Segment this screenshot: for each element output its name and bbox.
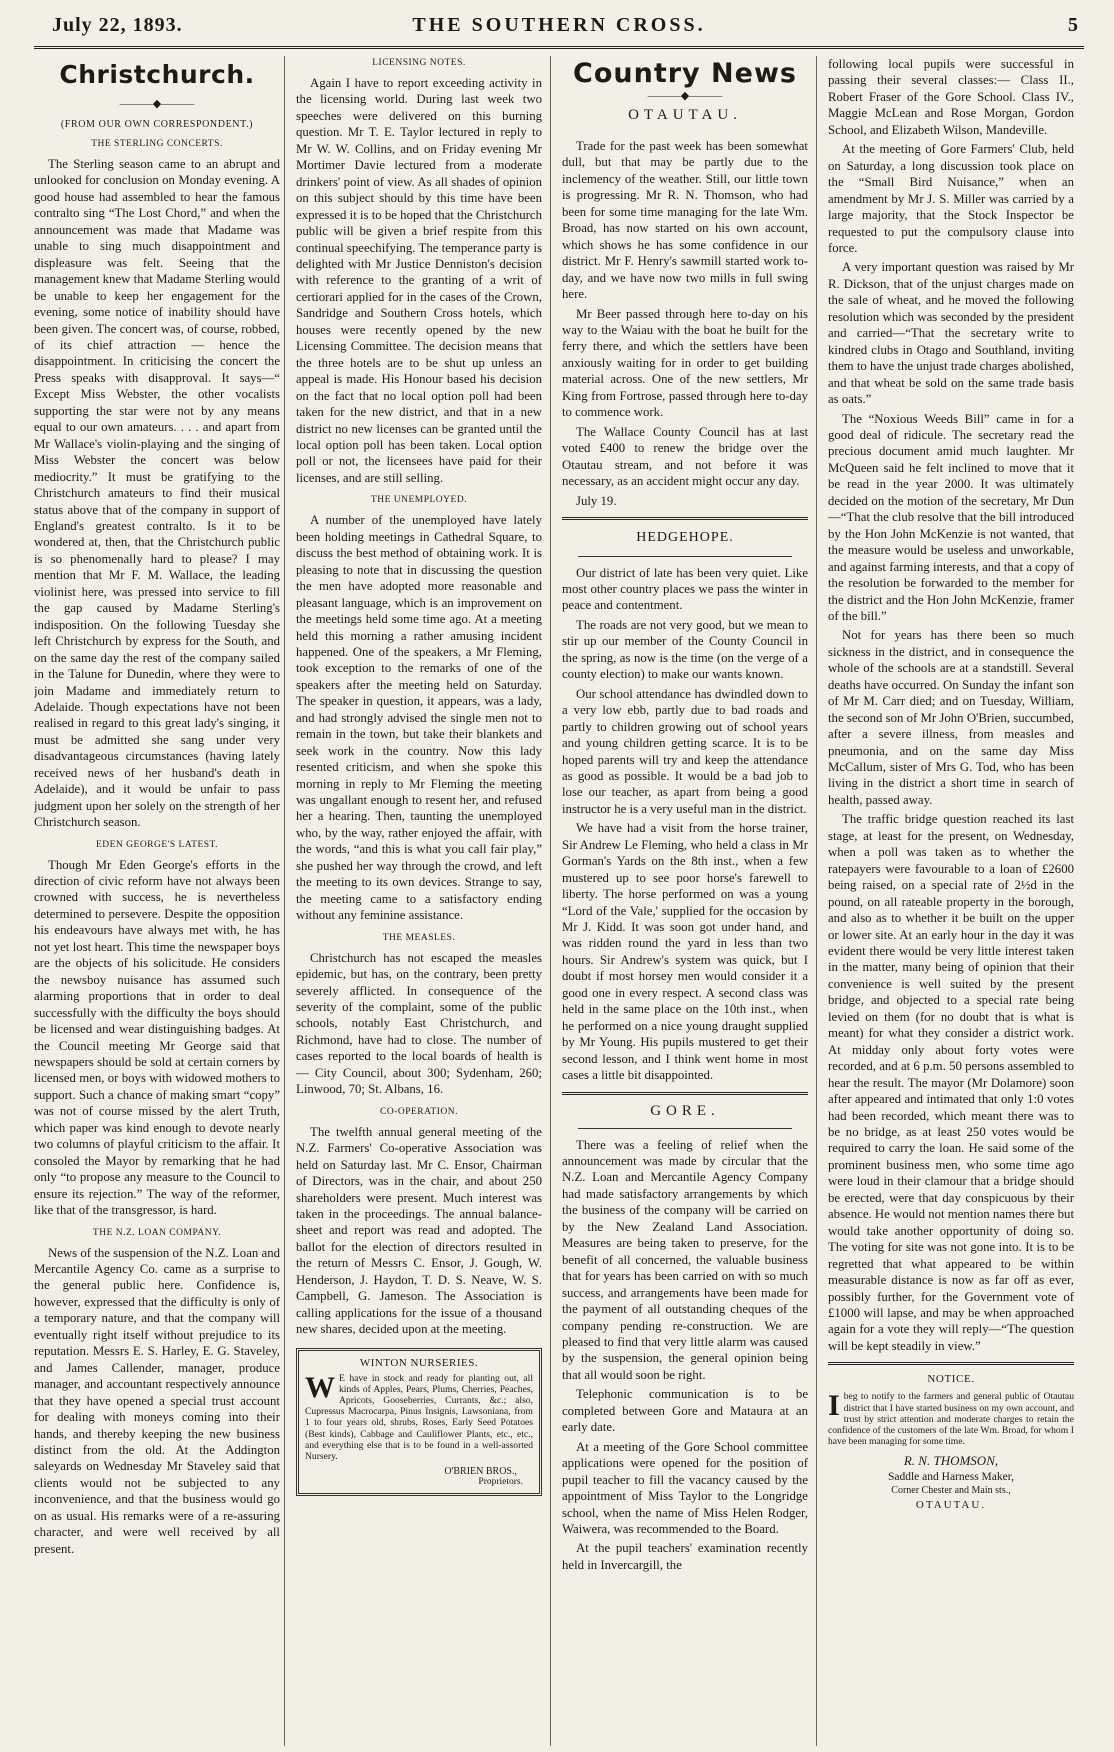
section-headline: Christchurch. xyxy=(59,60,255,89)
column-christchurch-continued xyxy=(296,56,542,1746)
section-divider xyxy=(828,1362,1074,1365)
article-paragraph: A number of the unemployed have lately been holding meetings in Cathedral Square, to discuss the best method of obtaining work. It is pleasing to note that in discussing the question the men have adopted more reasonable and pleasant language, which is an improvement on the meetings held some time ago. At a meeting held this morning a rather amusing incident happened. One of the speakers, a Mr Fleming, took exception to the remarks of one of the speakers after the meeting held on Saturday. The speaker in question, it appears, was a lady, and had strongly advised the single men not to remain in the town, but take their blankets and seek work in the country. Now this lady resented criticism, and when she spoke this morning in reply to Mr Fleming the meeting was ungallant enough to resent her, and refused her a hearing. Then, taunting the unemployed who, by the way, rather enjoyed the affair, with the words, “and this is what you call fair play,” she pushed her way through the crowd, and left the meeting to its own devices. Strange to say, the meeting came to a satisfactory ending without any feminine assistance. xyxy=(296,513,542,923)
masthead xyxy=(34,8,1084,49)
article-paragraph: The Wallace County Council has at last voted £400 to renew the bridge over the Otautau stream, and not before it was necessary, as an accident might occur any day. xyxy=(562,424,808,489)
page-number: 5 xyxy=(1068,14,1078,36)
article-paragraph: Our school attendance has dwindled down to a very low ebb, partly due to bad roads and partly to children growing out of school years and young children getting scarce. It is to be hoped parents will try and keep the attendance as good as possible. It would be a bad job to lose our teacher, as apart from being a good instructor he is a very useful man in the district. xyxy=(562,686,808,816)
article-title: THE MEASLES. xyxy=(382,932,456,943)
article-title: CO-OPERATION. xyxy=(379,1106,458,1117)
drop-cap: W xyxy=(305,1370,335,1404)
section-divider xyxy=(562,517,808,520)
article-paragraph: The traffic bridge question reached its last stage, at least for the present, on Wednesday, when a poll was taken as to whether the ratepayers were favourable to a loan of £2600 being raised, on a special rate of 2½d in the pound, on all rateable property in the borough, and also as to whether it be built on the upper or lower site. At an early hour in the day it was evident there would be very little interest taken in the matter, many being of opinion that their convenience is well suited by the present bridge, and objected to a special rate being levied on them (for no doubt that is what is meant) for what they consider a district work. At midday only about forty votes were recorded, and at 6 p.m. 50 persons assembled to hear the result. The mayor (Mr Dolamore) soon after appeared and intimated that only 1:0 votes had been recorded, which meant there was to be no bridge, as at least 250 votes would be required to carry the loan. He said some of the prominent business men, who some time ago were loud in their clamour that a bridge should be erected, were that day conspicuous by their absence. He would not mention names there but would take another opportunity of doing so. The voting for site was not gone into. It is to be regretted that what appeared to be within measurable distance is now as far off as ever, possibly further, for the Government vote of £1000 will lapse, and may be when approached again for a vote they will reply—“The question will be kept steadily in view.” xyxy=(828,812,1074,1353)
ornament-divider: ———◆——— xyxy=(119,98,195,110)
advertisement-winton-nurseries xyxy=(296,1348,542,1497)
place-heading: HEDGEHOPE. xyxy=(636,529,734,545)
section-divider xyxy=(562,1092,808,1095)
byline: (FROM OUR OWN CORRESPONDENT.) xyxy=(60,119,254,130)
article-paragraph: The roads are not very good, but we mean to stir up our member of the County Council in the spring, as now is the time (on the verge of a county election) to make our wants known. xyxy=(562,617,808,682)
article-paragraph: We have had a visit from the horse trainer, Sir Andrew Le Fleming, who held a class in Mr Gorman's Yards on the 8th inst., when a few mustered up to see poor horse's farewell to liberty. The horse performed on was a young “Lord of the Vale,' supplied for the occasion by Mr J. Kidd. It was soon got under hand, and was ridden round the yard in less than two hours. Sir Andrew's system was quick, but I doubt if most horsey men would consider it a good one in every respect. A second class was held in the same place on the 10th inst., when he performed on a nice young draught supplied by Mr Young. His pupils mustered to get their second lesson, and I think went home in most cases a little bit disappointed. xyxy=(562,821,808,1083)
article-paragraph: The Sterling season came to an abrupt and unlooked for conclusion on Monday evening. A good house had assembled to hear the famous contralto sing “The Lost Chord,” and when the announcement was made that Madame was unable to sing much disappointment and displeasure was felt. Seeing that the management knew that Madame Sterling would be unable to keep her engagement for the evening, some notice of inability should have been given. The concert was, of course, robbed, of its chief attraction — hence the disappointment. In criticising the concert the Press speaks with disapproval. It says—“ Except Miss Webster, the other vocalists supporting the star were not by any means equal to our own amateurs. . . . and apart from Mr Wallace's violin-playing and the singing of Miss Webster the concert was below mediocrity.” It must be gratifying to the Christchurch amateurs to find their musical status above that of the company in support of England's greatest contralto. Is it to be wondered at, then, that the Christchurch public is so phenomenally hard to please? I may mention that Mr F. M. Wallace, the leading violinist here, was pressed into service to fill the gap caused by Madame Sterling's indisposition. On the following Tuesday she left Christchurch by express for the South, and on the same day the rest of the company sailed in the Talune for Dunedin, where they were to join Madame and immediately return to Adelaide. Though expectations have not been realised in regard to this great lady's singing, it must be admitted she sang under very disadvantageous circumstances (having lately received news of her husband's death in Adelaide), and it would be unfair to pass judgment upon her solely on the strength of her Christchurch season. xyxy=(34,157,280,830)
article-paragraph: Again I have to report exceeding activity in the licensing world. During last week two speeches were delivered on this burning question. Mr T. E. Taylor lectured in reply to Mr W. W. Collins, and on Friday evening Mr Mortimer Davie lectured from a moderate drinkers' point of view. As all shades of opinion on this subject should by this time have been expressed it is to be hoped that the Christchurch public will be given a brief respite from this continual speechifying. The temperance party is delighted with Mr Justice Denniston's decision with reference to the granting of a writ of certiorari applied for in the cases of the Crown, Sandridge and Southern Cross hotels, which houses were recently opened by the new Licensing Committee. The decision means that the three hotels are to be shut up unless an appeal is made. His Honour based his decision on the fact that no local option poll had been taken for the new district, and that in a new district no new licenses can be granted until the local option poll has been taken. Local option poll or not, the licensees have paid for their licenses, and are still selling. xyxy=(296,76,542,485)
column-rule xyxy=(550,56,551,1746)
place-heading: GORE. xyxy=(650,1102,720,1119)
article-paragraph: Mr Beer passed through here to-day on his way to the Waiau with the boat he built for the ferry there, and which the settlers have been anxiously waiting for in order to get building material across. One of the new settlers, Mr King from Fortrose, passed through here to-day to commence work. xyxy=(562,306,808,420)
issue-date: July 22, 1893. xyxy=(52,14,183,36)
article-paragraph: following local pupils were successful in passing their several classes:— Class II., Robert Fraser of the Gore School. Class IV., Maggie McLean and Rose Morgan, Gordon School, and Elizabeth Wilson, Mandeville. xyxy=(828,57,1074,137)
ornament-divider: ———◆——— xyxy=(647,90,723,102)
notice-address: Corner Chester and Main sts., xyxy=(891,1485,1011,1497)
article-paragraph: At the pupil teachers' examination recently held in Invercargill, the xyxy=(562,1541,808,1572)
place-heading: OTAUTAU. xyxy=(628,107,742,123)
dateline: July 19. xyxy=(576,493,617,508)
article-paragraph: At a meeting of the Gore School committee applications were opened for the position of pupil teacher to fill the vacancy caused by the appointment of Miss Taylor to the Longridge school, when the name of Miss Helen Rodger, Waiwera, was recommended to the Board. xyxy=(562,1439,808,1536)
article-paragraph: News of the suspension of the N.Z. Loan and Mercantile Agency Co. came as a surprise to the general public here. Confidence is, however, expressed that the difficulty is only of a temporary nature, and that the company will eventually right itself without prejudice to its reputation. Messrs E. S. Harley, E. G. Staveley, and James Callender, manager, produce manager, and accountant respectively announce that they have opened a special trust account for dealing with moneys coming into their hands, and thereby keeping the new business distinct from the old. At the Addington saleyards on Wednesday Mr Staveley said that clients would not be subjected to any inconvenience, and that the business would go on as usual. His remarks were of a re-assuring character, and were well received by all present. xyxy=(34,1245,280,1556)
ad-text: E have in stock and ready for planting out, all kinds of Apples, Pears, Plums, Cherries, Peaches, Apricots, Gooseberries, Currants, &c.; also, Cupressus Macrocarpa, Pinus Insignis, Lawsoniana, from 1 to four years old, shrubs, Roses, Early Seed Potatoes (Best kinds), Cabbage and Cauliflower Plants, etc., etc., and everything else that is to be found in a well-assorted Nursery. xyxy=(305,1372,533,1463)
article-paragraph: The twelfth annual general meeting of the N.Z. Farmers' Co-operative Association was held on Saturday last. Mr C. Ensor, Chairman of Directors, was in the chair, and about 250 shareholders were present. Much interest was taken in the proceedings. The annual balance-sheet and report was read and adopted. The ballot for the election of directors resulted in the return of Messrs C. Ensor, J. Gough, W. Henderson, J. Haydon, T. D. S. Neave, W. S. Campbell, G. Jameson. The Association is calling applications for the issue of a thousand new shares, decided upon at the meeting. xyxy=(296,1124,542,1337)
notice-body xyxy=(828,1391,1074,1447)
article-title: EDEN GEORGE'S LATEST. xyxy=(95,839,219,850)
ad-title: WINTON NURSERIES. xyxy=(359,1356,479,1369)
article-paragraph: At the meeting of Gore Farmers' Club, held on Saturday, a long discussion took place on the “Small Bird Nuisance,” when an amendment by Mr J. S. Miller was carried by a large majority, that the Stock Inspector be requested to put the compulsory clause into force. xyxy=(828,142,1074,255)
article-title: THE N.Z. LOAN COMPANY. xyxy=(92,1227,222,1238)
article-paragraph: Telephonic communication is to be completed between Gore and Mataura at an early date. xyxy=(562,1387,808,1435)
newspaper-title: THE SOUTHERN CROSS. xyxy=(412,14,706,36)
article-paragraph: A very important question was raised by Mr R. Dickson, that of the unjust charges made on the sale of wheat, and he moved the following resolution which was seconded by the president and carried—“That the secretary write to kindred clubs in Otago and Southland, inviting them to have the unjust trade charges abolished, and that wheat be sold on the same trade basis as oats.” xyxy=(828,260,1074,407)
section-headline: Country News xyxy=(573,58,797,89)
ad-signature: O'BRIEN BROS., xyxy=(444,1466,517,1478)
column-rule xyxy=(284,56,285,1746)
divider xyxy=(578,1128,792,1129)
notice-town: OTAUTAU. xyxy=(915,1499,987,1512)
article-paragraph: Our district of late has been very quiet. Like most other country places we pass the winter in peace and contentment. xyxy=(562,565,808,613)
article-paragraph: Not for years has there been so much sickness in the district, and in consequence the whole of the schools are at a standstill. Several deaths have occurred. On Sunday the infant son of Mr M. Carr died; and on Tuesday, William, the second son of Mr John O'Brien, succumbed, after a severe illness, from measles and pneumonia, and on the same day Miss McCallum, sister of Mrs G. Tod, who has been living in the district a short time in search of health, passed away. xyxy=(828,628,1074,807)
column-christchurch xyxy=(34,56,280,1746)
divider xyxy=(578,556,792,557)
article-paragraph: Christchurch has not escaped the measles epidemic, but has, on the contrary, been pretty severely afflicted. In consequence of the severity of the complaint, some of the public schools, notably East Christchurch, and Richmond, have had to close. The number of cases reported to the local boards of health is — City Council, about 300; Sydenham, 260; Linwood, 70; St. Albans, 16. xyxy=(296,950,542,1097)
column-rule xyxy=(816,56,817,1746)
notice-trade: Saddle and Harness Maker, xyxy=(887,1471,1014,1484)
ad-body xyxy=(305,1370,533,1463)
article-paragraph: Trade for the past week has been somewhat dull, but that may be partly due to the inclemency of the weather. Still, our little town is progressing. Mr R. N. Thomson, who had been for some time managing for the late Wm. Broad, has now started on his own account, which shows he has some confidence in our district. Mr F. Henry's sawmill started work to-day, and we have now two mills in full swing here. xyxy=(562,139,808,302)
notice-signature: R. N. THOMSON, xyxy=(903,1453,999,1469)
notice-title: NOTICE. xyxy=(927,1373,975,1386)
article-title: THE UNEMPLOYED. xyxy=(370,495,468,506)
article-paragraph: The “Noxious Weeds Bill” came in for a good deal of ridicule. The secretary read the precious document amid much laughter. Mr McQueen said he felt inclined to move that it be read in the year 2000. It was ultimately decided on the motion of the secretary, Mr Dun—“That the club resolve that the bill introduced by the Hon John McKenzie is not wanted, that the measure would be useless and unworkable, and against farming interests, and that a copy of the resolution be forwarded to the member for the district and the Hon John McKenzie, framer of the bill.” xyxy=(828,411,1074,623)
notice-text: beg to notify to the farmers and general public of Otautau district that I have started business on my own account, and trust by strict attention and moderate charges to retain the confidence of the customers of the late Wm. Broad, for whom I have been managing for some time. xyxy=(828,1391,1074,1448)
column-gore-continued xyxy=(828,56,1074,1746)
article-paragraph: There was a feeling of relief when the announcement was made by circular that the N.Z. Loan and Mercantile Agency Company had made satisfactory arrangements by which the business of the company will be carried on by the New Zealand Land Association. Measures are being taken to preserve, for the benefit of all concerned, the valuable business that for years has been carried on with so much success, and arrangements have been made for the payment of all outstanding cheques of the company pending re-construction. We are pleased to find that very little alarm was caused by the suspension, the general opinion being that all would soon be right. xyxy=(562,1137,808,1382)
drop-cap: I xyxy=(828,1389,840,1423)
article-paragraph: Though Mr Eden George's efforts in the direction of civic reform have not always been crowned with success, he is nevertheless determined to persevere. Despite the opposition his endeavours have always met with, he has not yet lost heart. This time the newspaper boys are the objects of his solicitude. He considers the newsboy nuisance has assumed such alarming proportions that in order to deal successfully with the difficulty the boys should be licensed and wear distinguishing badges. At the Council meeting Mr George said that newspapers should be sold at certain corners by licensed men, or boys with widowed mothers to support. Such a chance of making smart “copy” was not of course missed by the alert Truth, which paper was kind enough to devote nearly two columns of playful criticism to the affair. It consoled the Mayor by remarking that he had only “to propose any measure to the Council to ensure its rejection.” The way of the reformer, like that of the transgressor, is hard. xyxy=(34,857,280,1218)
article-title: THE STERLING CONCERTS. xyxy=(91,139,223,149)
ad-signature-title: Proprietors. xyxy=(478,1477,523,1488)
column-country-news xyxy=(562,56,808,1746)
article-title: LICENSING NOTES. xyxy=(372,58,466,68)
